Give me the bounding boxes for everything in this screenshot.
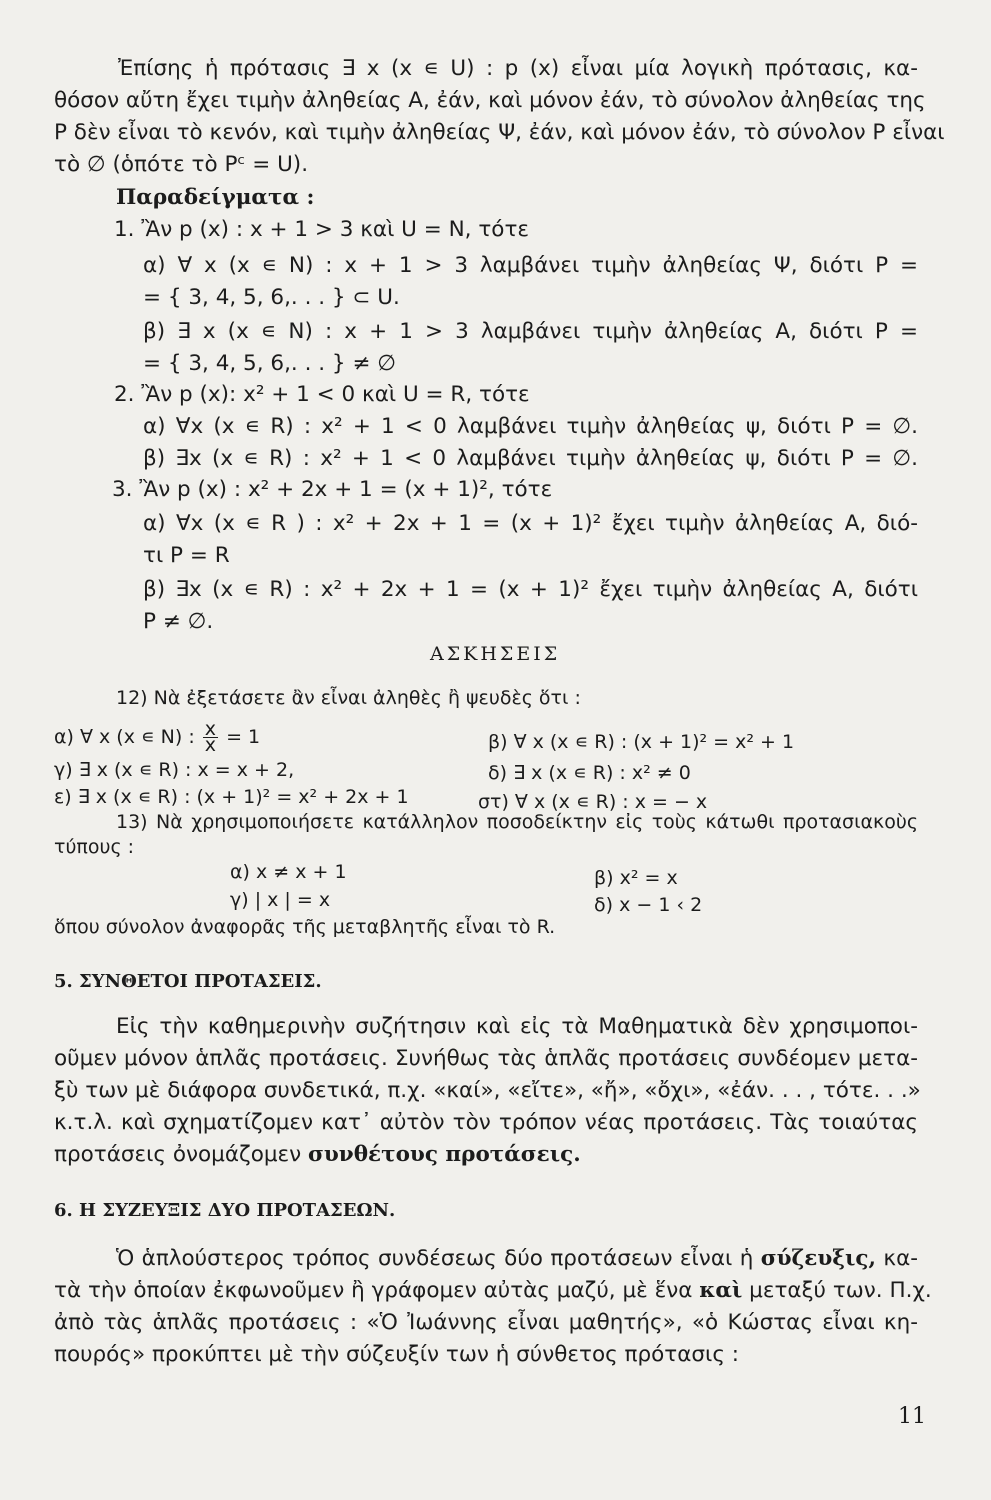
example-1b-line-1: β) ∃ x (x ∊ N) : x + 1 > 3 λαμβάνει τιμὴν ἀληθείας Α, διότι Ρ = — [143, 319, 918, 344]
fraction-numerator: x — [204, 718, 217, 740]
exercise-13-line-1: 13) Νὰ χρησιμοποιήσετε κατάλληλον ποσοδείκτην εἰς τοὺς κάτωθι προτασιακοὺς — [116, 811, 918, 833]
section-5-line-5-text: προτάσεις ὀνομάζομεν — [54, 1142, 309, 1167]
section-6-line-2-text: τὰ τὴν ὁποίαν ἐκφωνοῦμεν ἢ γράφομεν αὐτὰς μαζύ, μὲ ἕνα — [54, 1278, 700, 1303]
example-3a-line-1: α) ∀x (x ∊ R ) : x² + 2x + 1 = (x + 1)² ἔχει τιμὴν ἀληθείας Α, διό- — [143, 511, 918, 536]
exercise-12a — [54, 718, 261, 756]
section-6-line-4: πουρός» προκύπτει μὲ τὴν σύζευξίν των ἡ σύνθετος πρότασις : — [54, 1342, 740, 1367]
exercise-13-line-3: ὅπου σύνολον ἀναφορᾶς τῆς μεταβλητῆς εἶναι τὸ R. — [54, 916, 556, 938]
section-6-line-2-tail: μεταξύ των. Π.χ. — [742, 1278, 932, 1303]
section-5-line-3: ξὺ των μὲ διάφορα συνδετικά, π.χ. «καί», «εἴτε», «ἤ», «ὄχι», «ἐάν. . . , τότε. . .» — [54, 1078, 921, 1103]
exercise-12-prompt: 12) Νὰ ἐξετάσετε ἂν εἶναι ἀληθὲς ἢ ψευδὲς ὅτι : — [116, 687, 581, 709]
example-1-head: 1. Ἂν p (x) : x + 1 > 3 καὶ U = N, τότε — [114, 217, 530, 242]
section-5-line-1: Εἰς τὴν καθημερινὴν συζήτησιν καὶ εἰς τὰ Μαθηματικὰ δὲν χρησιμοποι- — [116, 1014, 918, 1039]
exercise-12b: β) ∀ x (x ∊ R) : (x + 1)² = x² + 1 — [488, 731, 795, 753]
section-6-line-1-text: Ὁ ἁπλούστερος τρόπος συνδέσεως δύο προτάσεων εἶναι ἡ — [116, 1246, 761, 1271]
section-6-line-1 — [116, 1245, 918, 1273]
intro-line-4: τὸ ∅ (ὁπότε τὸ Pᶜ = U). — [54, 152, 309, 177]
section-5-line-2: οῦμεν μόνον ἁπλᾶς προτάσεις. Συνήθως τὰς ἁπλᾶς προτάσεις συνδέομεν μετα- — [54, 1046, 918, 1071]
exercise-12a-fraction — [203, 718, 218, 756]
exercise-13b: β) x² = x — [594, 867, 678, 889]
example-2a: α) ∀x (x ∊ R) : x² + 1 < 0 λαμβάνει τιμὴν ἀληθείας ψ, διότι Ρ = ∅. — [143, 414, 918, 439]
exercise-13-line-2: τύπους : — [54, 836, 135, 858]
example-3a-line-2: τι Ρ = R — [143, 543, 230, 568]
examples-heading: Παραδείγματα : — [116, 185, 315, 210]
section-6-line-3: ἀπὸ τὰς ἁπλᾶς προτάσεις : «Ὁ Ἰωάννης εἶναι μαθητής», «ὁ Κώστας εἶναι κη- — [54, 1310, 918, 1335]
example-3-head: 3. Ἂν p (x) : x² + 2x + 1 = (x + 1)², τότε — [112, 477, 553, 502]
example-1a-line-2: = { 3, 4, 5, 6,. . . } ⊂ U. — [143, 285, 400, 310]
exercise-12e: ε) ∃ x (x ∊ R) : (x + 1)² = x² + 2x + 1 — [54, 786, 409, 808]
page-number: 11 — [898, 1404, 926, 1429]
section-5-line-5 — [54, 1141, 581, 1169]
section-5-heading: 5. ΣΥΝΘΕΤΟΙ ΠΡΟΤΑΣΕΙΣ. — [54, 971, 322, 992]
and-term: καὶ — [699, 1278, 743, 1303]
exercise-12a-prefix: α) ∀ x (x ∊ N) : — [54, 726, 195, 748]
section-6-heading: 6. Η ΣΥΖΕΥΞΙΣ ΔΥΟ ΠΡΟΤΑΣΕΩΝ. — [54, 1200, 396, 1221]
example-3b-line-2: Ρ ≠ ∅. — [143, 609, 214, 634]
example-1a-line-1: α) ∀ x (x ∊ N) : x + 1 > 3 λαμβάνει τιμὴν ἀληθείας Ψ, διότι Ρ = — [143, 253, 918, 278]
example-1b-line-2: = { 3, 4, 5, 6,. . . } ≠ ∅ — [143, 351, 397, 376]
exercise-12f: στ) ∀ x (x ∊ R) : x = − x — [478, 791, 708, 813]
intro-line-2: θόσον αὔτη ἔχει τιμὴν ἀληθείας Α, ἐάν, καὶ μόνον ἐάν, τὸ σύνολον ἀληθείας της — [54, 88, 926, 113]
exercise-12a-suffix: = 1 — [226, 726, 261, 748]
intro-line-1: Ἐπίσης ἡ πρότασις ∃ x (x ∊ U) : p (x) εἶναι μία λογικὴ πρότασις, κα- — [118, 56, 918, 81]
section-6-line-2 — [54, 1277, 932, 1305]
exercise-13a: α) x ≠ x + 1 — [230, 861, 347, 883]
section-6-line-1-tail: κα- — [875, 1246, 918, 1271]
conjunction-term: σύζευξις, — [760, 1246, 876, 1271]
compound-propositions-term: συνθέτους προτάσεις. — [308, 1142, 581, 1167]
exercise-12d: δ) ∃ x (x ∊ R) : x² ≠ 0 — [488, 762, 691, 784]
example-3b-line-1: β) ∃x (x ∊ R) : x² + 2x + 1 = (x + 1)² ἔχει τιμὴν ἀληθείας Α, διότι — [143, 577, 918, 602]
example-2b: β) ∃x (x ∊ R) : x² + 1 < 0 λαμβάνει τιμὴν ἀληθείας ψ, διότι Ρ = ∅. — [143, 446, 918, 471]
exercise-12c: γ) ∃ x (x ∊ R) : x = x + 2, — [54, 759, 295, 781]
exercise-13c: γ) | x | = x — [230, 889, 331, 911]
section-5-line-4: κ.τ.λ. καὶ σχηματίζομεν κατ᾽ αὐτὸν τὸν τρόπον νέας προτάσεις. Τὰς τοιαύτας — [54, 1110, 918, 1135]
exercises-title: ΑΣΚΗΣΕΙΣ — [430, 643, 561, 665]
exercise-13d: δ) x − 1 ‹ 2 — [594, 894, 703, 916]
fraction-denominator: x — [204, 734, 217, 756]
example-2-head: 2. Ἂν p (x): x² + 1 < 0 καὶ U = R, τότε — [114, 382, 530, 407]
intro-line-3: Ρ δὲν εἶναι τὸ κενόν, καὶ τιμὴν ἀληθείας Ψ, ἐάν, καὶ μόνον ἐάν, τὸ σύνολον Ρ εἶναι — [54, 120, 945, 145]
